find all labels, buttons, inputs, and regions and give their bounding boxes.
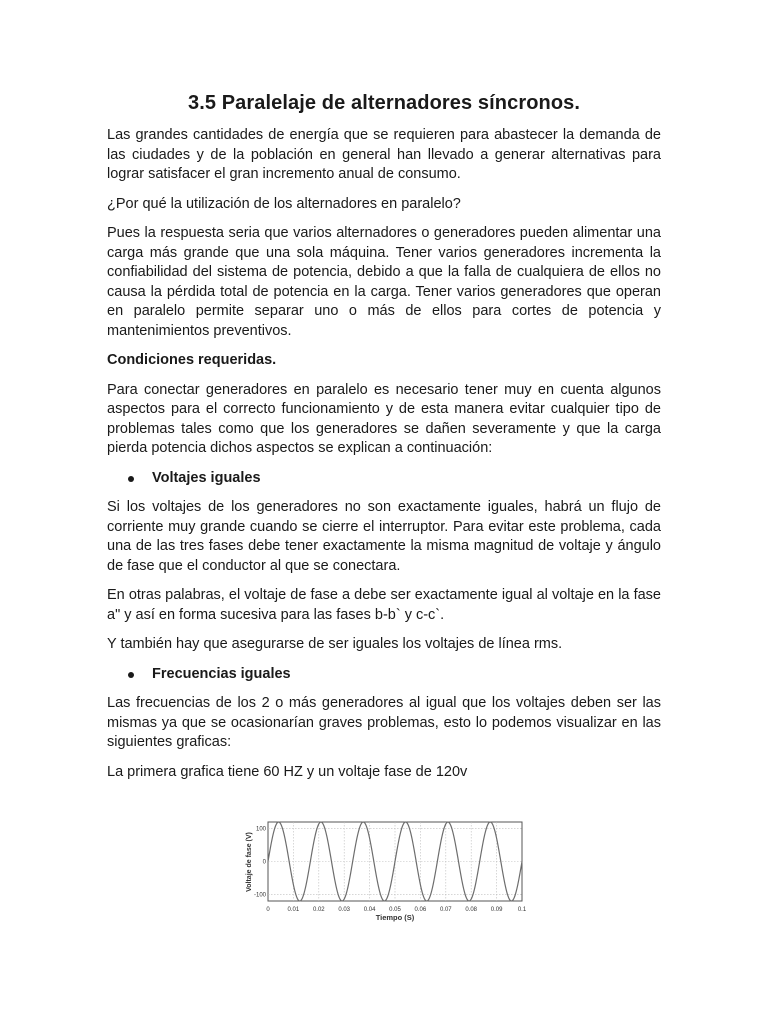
x-tick-label: 0.02: [312, 907, 325, 913]
bullet-frequencies: [107, 665, 661, 685]
section-title: 3.5 Paralelaje de alternadores síncronos.: [187, 92, 581, 114]
bullet-voltages-label: Voltajes iguales: [152, 469, 261, 486]
y-tick-label: 100: [255, 826, 266, 833]
x-tick-label: 0.06: [414, 907, 427, 913]
voltages-paragraph-2: En otras palabras, el voltaje de fase a debe ser exactamente igual al voltaje en la fase a" y así en forma sucesiva para las fases b-b` y c-c`.: [107, 587, 661, 623]
x-tick-label: 0.05: [389, 907, 401, 913]
bullet-voltages: [107, 469, 661, 489]
conditions-heading: Condiciones requeridas.: [107, 352, 277, 368]
first-graph-caption: La primera grafica tiene 60 HZ y un voltaje fase de 120v: [107, 763, 468, 780]
bullet-dot-icon: [128, 476, 134, 482]
y-tick-label: -100: [253, 892, 266, 899]
x-tick-label: 0: [266, 907, 270, 913]
x-tick-label: 0.07: [439, 907, 452, 913]
bullet-dot-icon: [128, 672, 134, 678]
x-tick-label: 0.08: [465, 907, 478, 913]
x-tick-label: 0.04: [363, 907, 376, 913]
conditions-paragraph: Para conectar generadores en paralelo es necesario tener muy en cuenta algunos aspectos para el correcto funcionamiento y de esta manera evitar cualquier tipo de problemas tales como que los generadores se dañen severamente y que la carga pierda potencia dichos aspectos se explican a continuación:: [107, 381, 661, 456]
frequencies-paragraph: Las frecuencias de los 2 o más generadores al igual que los voltajes deben ser las mismas ya que se ocasionarían graves problemas, esto lo podemos visualizar en las siguientes graficas:: [107, 695, 661, 750]
y-axis-label: Voltaje de fase (V): [246, 832, 253, 892]
voltages-paragraph-1: Si los voltajes de los generadores no son exactamente iguales, habrá un flujo de corriente muy grande cuando se cierre el interruptor. Para evitar este problema, cada una de las tres fases debe tener exactamente la misma magnitud de voltaje y ángulo de fase que el conductor al que se conectara.: [107, 499, 661, 574]
x-tick-label: 0.01: [287, 907, 300, 913]
y-tick-label: 0: [262, 859, 266, 866]
document-body: [107, 126, 661, 782]
voltages-paragraph-3: Y también hay que asegurarse de ser iguales los voltajes de línea rms.: [107, 636, 563, 652]
answer-paragraph: Pues la respuesta seria que varios alternadores o generadores pueden alimentar una carga más grande que una sola máquina. Tener varios generadores incrementa la confiabilidad del sistema de potencia, debido a que la falla de cualquiera de ellos no causa la pérdida total de potencia en la carga. Tener varios generadores que operan en paralelo permite separar uno o más de ellos para cortes de potencia y mantenimientos preventivos.: [107, 225, 661, 339]
x-tick-label: 0.1: [517, 907, 527, 913]
x-tick-label: 0.03: [338, 907, 351, 913]
y-ticks: [254, 827, 267, 899]
voltage-chart: [238, 808, 532, 928]
bullet-frequencies-label: Frecuencias iguales: [152, 665, 291, 682]
intro-paragraph: Las grandes cantidades de energía que se requieren para abastecer la demanda de las ciudades y de la población en general han llevado a generar alternativas para lograr satisfacer el gran incremento anual de consumo.: [107, 127, 661, 182]
x-tick-label: 0.09: [490, 907, 503, 913]
question-paragraph: ¿Por qué la utilización de los alternadores en paralelo?: [107, 195, 461, 212]
voltage-chart-svg: [238, 808, 532, 928]
x-axis-label: Tiempo (S): [375, 913, 415, 922]
